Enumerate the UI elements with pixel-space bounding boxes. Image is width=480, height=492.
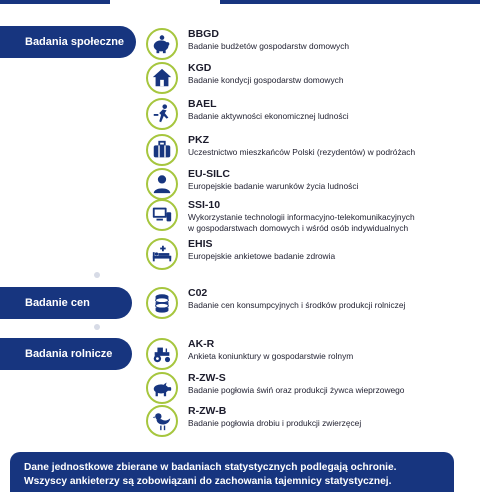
survey-code: SSI-10 [188, 199, 221, 211]
survey-description: Uczestnictwo mieszkańców Polski (rezydentów) w podróżach [188, 147, 416, 157]
survey-code: KGD [188, 62, 212, 74]
survey-item-r-zw-b [146, 405, 466, 437]
survey-item-kgd [146, 62, 466, 94]
section-label-prices-text: Badanie cen [25, 297, 90, 309]
running-person-icon [146, 98, 178, 130]
survey-description: Badanie budżetów gospodarstw domowych [188, 41, 350, 51]
survey-description-line: w gospodarstwach domowych i wśród osób indywidualnych [188, 222, 409, 233]
section-divider-dot [94, 272, 100, 278]
section-label-social [0, 26, 136, 58]
section-divider-dot [94, 324, 100, 330]
piggy-bank-icon [146, 28, 178, 60]
survey-description: Europejskie ankietowe badanie zdrowia [188, 251, 336, 261]
survey-item-eu-silc [146, 168, 466, 200]
survey-item-ssi-10 [146, 199, 466, 231]
survey-code: EHIS [188, 238, 213, 250]
survey-description: Badanie kondycji gospodarstw domowych [188, 75, 344, 85]
survey-description: Ankieta koniunktury w gospodarstwie rolnym [188, 351, 354, 361]
survey-description: Europejskie badanie warunków życia ludności [188, 181, 359, 191]
section-label-agriculture [0, 338, 132, 370]
computer-icon [146, 199, 178, 231]
survey-code: BBGD [188, 28, 219, 40]
person-icon [146, 168, 178, 200]
section-label-agriculture-text: Badania rolnicze [25, 348, 113, 360]
survey-item-ehis [146, 238, 466, 270]
chicken-icon [146, 405, 178, 437]
survey-code: C02 [188, 287, 208, 299]
top-rule [0, 0, 480, 4]
survey-description: Badanie aktywności ekonomicznej ludności [188, 111, 349, 121]
survey-item-c02 [146, 287, 466, 319]
suitcase-icon [146, 134, 178, 166]
survey-code: BAEL [188, 98, 217, 110]
survey-item-bael [146, 98, 466, 130]
survey-description [188, 212, 415, 233]
pig-icon [146, 372, 178, 404]
survey-description-line: Wykorzystanie technologii informacyjno-telekomunikacyjnych [188, 212, 415, 222]
survey-description: Badanie cen konsumpcyjnych i środków produkcji rolniczej [188, 300, 406, 310]
hospital-bed-icon [146, 238, 178, 270]
survey-description: Badanie pogłowia świń oraz produkcji żywca wieprzowego [188, 385, 405, 395]
survey-item-pkz [146, 134, 466, 166]
survey-item-r-zw-s [146, 372, 466, 404]
survey-code: R-ZW-B [188, 405, 227, 417]
house-icon [146, 62, 178, 94]
section-label-prices [0, 287, 132, 319]
survey-code: AK-R [188, 338, 215, 350]
survey-code: PKZ [188, 134, 209, 146]
survey-description: Badanie pogłowia drobiu i produkcji zwierzęcej [188, 418, 362, 428]
confidentiality-notice-line: Dane jednostkowe zbierane w badaniach statystycznych podlegają ochronie. [24, 462, 397, 473]
survey-item-bbgd [146, 28, 466, 60]
coins-icon [146, 287, 178, 319]
survey-code: R-ZW-S [188, 372, 226, 384]
section-label-social-text: Badania społeczne [25, 36, 125, 48]
tractor-icon [146, 338, 178, 370]
survey-code: EU-SILC [188, 168, 230, 180]
confidentiality-notice-line: Wszyscy ankieterzy są zobowiązani do zachowania tajemnicy statystycznej. [24, 476, 392, 487]
confidentiality-notice [10, 452, 454, 492]
survey-item-ak-r [146, 338, 466, 370]
